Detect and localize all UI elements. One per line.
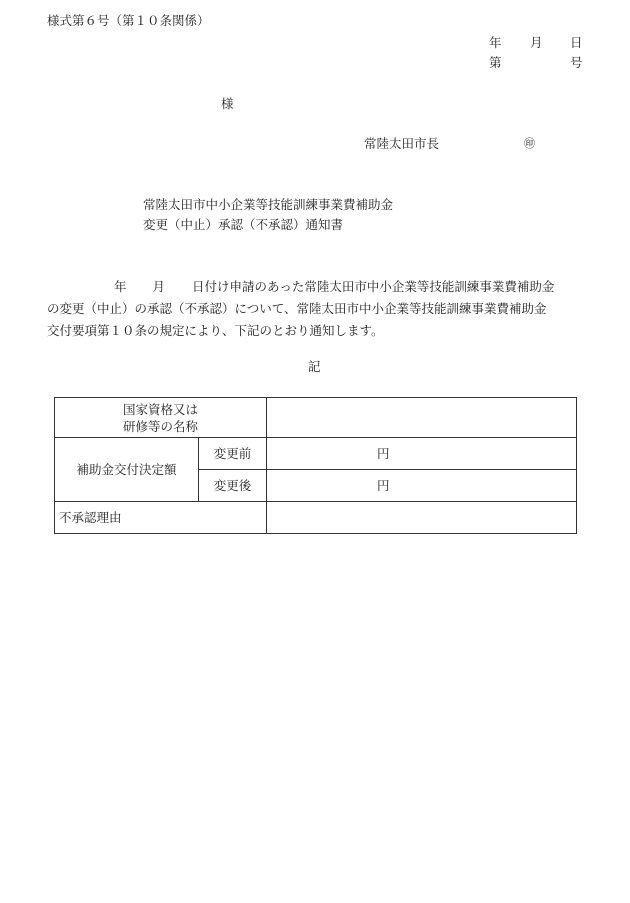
after-change-unit: 円: [377, 478, 390, 493]
qualification-label-line1: 国家資格又は: [123, 401, 199, 417]
body-line-2: の変更（中止）の承認（不承認）について、常陸太田市中小企業等技能訓練事業費補助金: [47, 301, 547, 316]
before-change-amount: [267, 438, 577, 470]
detail-table: [54, 397, 577, 534]
body-line-3: 交付要項第１０条の規定により、下記のとおり通知します。: [47, 323, 384, 338]
body-year-label: 年: [114, 279, 127, 294]
form-number: 様式第６号（第１０条関係）: [47, 13, 210, 28]
table-row: [55, 502, 577, 534]
rejection-reason-label: 不承認理由: [55, 502, 267, 534]
document-title-line1: 常陸太田市中小企業等技能訓練事業費補助金: [143, 197, 394, 212]
ki-heading: 記: [308, 359, 321, 374]
body-line-1-text: 日付け申請のあった常陸太田市中小企業等技能訓練事業費補助金: [192, 279, 555, 294]
document-number-prefix: 第: [489, 55, 502, 70]
before-change-label: 変更前: [199, 438, 267, 470]
issuer-name: 常陸太田市長: [364, 136, 440, 151]
qualification-value-cell: [267, 398, 577, 438]
document-number-line: [489, 55, 585, 71]
before-change-unit: 円: [377, 446, 390, 461]
body-paragraph: [47, 276, 587, 342]
addressee-honorific: 様: [221, 96, 234, 111]
body-line-1: [47, 276, 587, 298]
seal-mark: ㊞: [524, 137, 535, 150]
table-row: [55, 398, 577, 438]
body-month-label: 月: [152, 279, 166, 294]
qualification-label-line2: 研修等の名称: [123, 418, 199, 434]
after-change-amount: [267, 470, 577, 502]
document-title-line2: 変更（中止）承認（不承認）通知書: [143, 217, 344, 232]
qualification-label-cell: [55, 398, 267, 438]
subsidy-amount-label: 補助金交付決定額: [55, 438, 199, 502]
table-row: [55, 438, 577, 470]
date-year-label: 年: [489, 35, 502, 50]
after-change-label: 変更後: [199, 470, 267, 502]
rejection-reason-value: [267, 502, 577, 534]
date-month-label: 月: [530, 35, 543, 50]
date-line: [489, 35, 585, 51]
document-number-suffix: 号: [570, 55, 583, 70]
date-day-label: 日: [570, 35, 583, 50]
